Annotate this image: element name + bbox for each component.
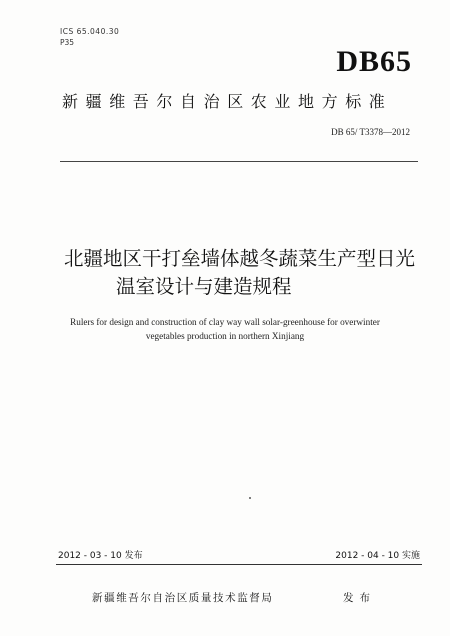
header-divider	[60, 161, 418, 162]
footer-divider	[56, 564, 422, 565]
standard-category: 新疆维吾尔自治区农业地方标准	[62, 92, 393, 111]
title-english-line-1: Rulers for design and construction of clay way wall solar-greenhouse for overwinter	[70, 317, 380, 327]
issue-date: 2012 - 03 - 10 发布	[58, 551, 143, 561]
title-english-line-2: vegetables production in northern Xinjiang	[145, 331, 305, 341]
issuing-authority: 新疆维吾尔自治区质量技术监督局	[92, 592, 274, 604]
ics-code: ICS 65.040.30	[60, 27, 120, 36]
title-chinese-line-1: 北疆地区干打垒墙体越冬蔬菜生产型日光	[64, 247, 416, 270]
ccs-code: P35	[60, 38, 75, 47]
standard-number: DB 65/ T3378—2012	[331, 127, 410, 137]
title-chinese-line-2: 温室设计与建造规程	[116, 275, 292, 298]
issue-label: 发布	[343, 592, 376, 604]
standard-mark: DB65	[336, 45, 412, 78]
implementation-date: 2012 - 04 - 10 实施	[335, 551, 420, 561]
title-english	[44, 315, 406, 343]
title-chinese	[64, 245, 416, 301]
print-speck	[249, 497, 251, 499]
